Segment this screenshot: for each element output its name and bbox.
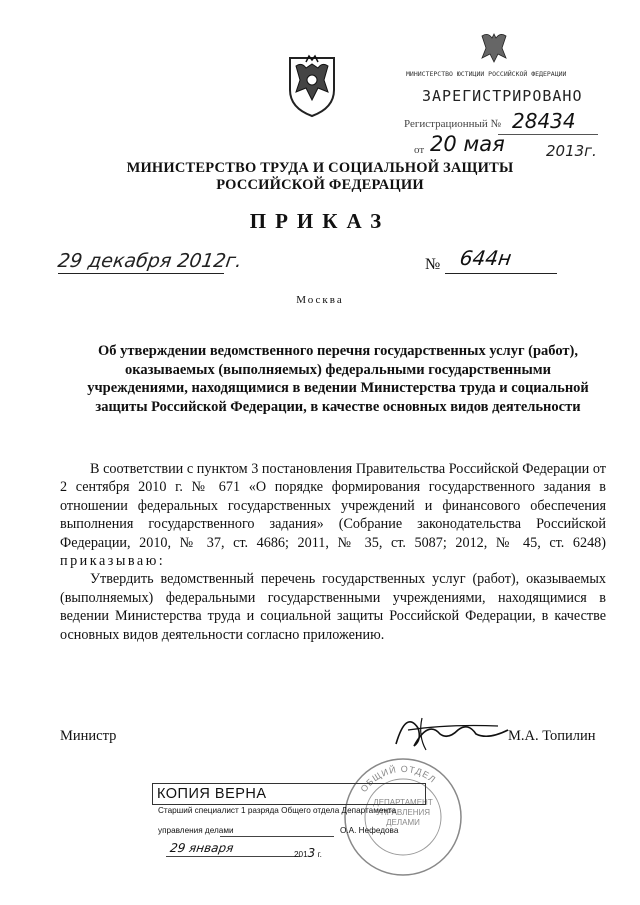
- copy-stamp-signer: О.А. Нефедова: [340, 826, 399, 835]
- body-command: приказываю:: [60, 553, 166, 570]
- round-stamp: [338, 752, 468, 882]
- signature: [388, 700, 518, 760]
- round-stamp-center-text: ДЕПАРТАМЕНТ УПРАВЛЕНИЯ ДЕЛАМИ: [373, 798, 433, 827]
- order-date-underline: [58, 273, 224, 274]
- ministry-line-2: РОССИЙСКОЙ ФЕДЕРАЦИИ: [216, 177, 424, 193]
- copy-stamp-year-prefix: 201: [294, 850, 308, 859]
- small-emblem-icon: [474, 30, 514, 66]
- order-body: [60, 460, 606, 644]
- reg-stamp-date: 20 мая: [430, 132, 505, 156]
- copy-stamp-year-hand: 3: [307, 846, 316, 860]
- copy-stamp-signature-line: [220, 836, 334, 837]
- signatory-position: Министр: [60, 728, 117, 744]
- reg-stamp-date-prefix: от: [414, 144, 425, 156]
- order-number-underline: [445, 273, 557, 274]
- copy-stamp-year: [294, 846, 322, 860]
- body-paragraph-2: Утвердить ведомственный перечень государственных услуг (работ), оказываемых (выполняемых) федеральными государственными учреждениями, находящимися в ведении Министерства труда и социальной защиты Российской Федерации, в качестве основных видов деятельности согласно приложению.: [60, 571, 606, 643]
- order-subject: Об утверждении ведомственного перечня государственных услуг (работ), оказываемых (выполняемых) федеральными государственными учреждениями, находящимися в ведении Министерства труда и социальной защиты Российской Федерации, в качестве основных видов деятельности: [87, 343, 589, 415]
- reg-stamp-rule: [498, 134, 598, 135]
- order-date: 29 декабря 2012г.: [56, 250, 244, 272]
- copy-stamp-year-suffix: г.: [317, 850, 322, 859]
- copy-stamp-date-line: [166, 856, 300, 857]
- ministry-heading: [0, 160, 640, 194]
- reg-stamp-number-label: Регистрационный №: [404, 118, 502, 130]
- city: Москва: [296, 294, 344, 306]
- copy-stamp-title: КОПИЯ ВЕРНА: [152, 783, 426, 805]
- registration-stamp: [398, 22, 602, 174]
- copy-stamp-role: Старший специалист 1 разряда Общего отдела Департамента: [158, 806, 397, 815]
- signatory-name: М.А. Топилин: [508, 728, 596, 744]
- coat-of-arms-emblem: [282, 52, 342, 118]
- reg-stamp-number: 28434: [512, 109, 576, 133]
- order-title: ПРИКАЗ: [249, 209, 391, 233]
- copy-stamp-dept: управления делами: [158, 826, 234, 835]
- reg-stamp-year: 2013г.: [546, 142, 597, 160]
- body-paragraph-1: [60, 460, 606, 570]
- reg-stamp-title: ЗАРЕГИСТРИРОВАНО: [422, 87, 583, 105]
- order-number-label: №: [425, 256, 441, 273]
- ministry-line-1: МИНИСТЕРСТВО ТРУДА И СОЦИАЛЬНОЙ ЗАЩИТЫ: [126, 160, 514, 176]
- body-paragraph-1-text: В соответствии с пунктом 3 постановления Правительства Российской Федерации от 2 сентября 2010 г. № 671 «О порядке формирования государственного задания в отношении федеральных государственных учреждений и финансового обеспечения выполнения государственного задания» (Собрание законодательства Российской Федерации, 2010, № 37, ст. 4686; 2011, № 35, ст. 5087; 2012, № 45, ст. 6248): [60, 461, 606, 551]
- copy-stamp-date: 29 января: [169, 841, 235, 855]
- reg-stamp-header: МИНИСТЕРСТВО ЮСТИЦИИ РОССИЙСКОЙ ФЕДЕРАЦИИ: [406, 70, 567, 78]
- order-number: 644н: [458, 246, 513, 270]
- round-stamp-outer-text: ОБЩИЙ ОТДЕЛ: [358, 763, 439, 795]
